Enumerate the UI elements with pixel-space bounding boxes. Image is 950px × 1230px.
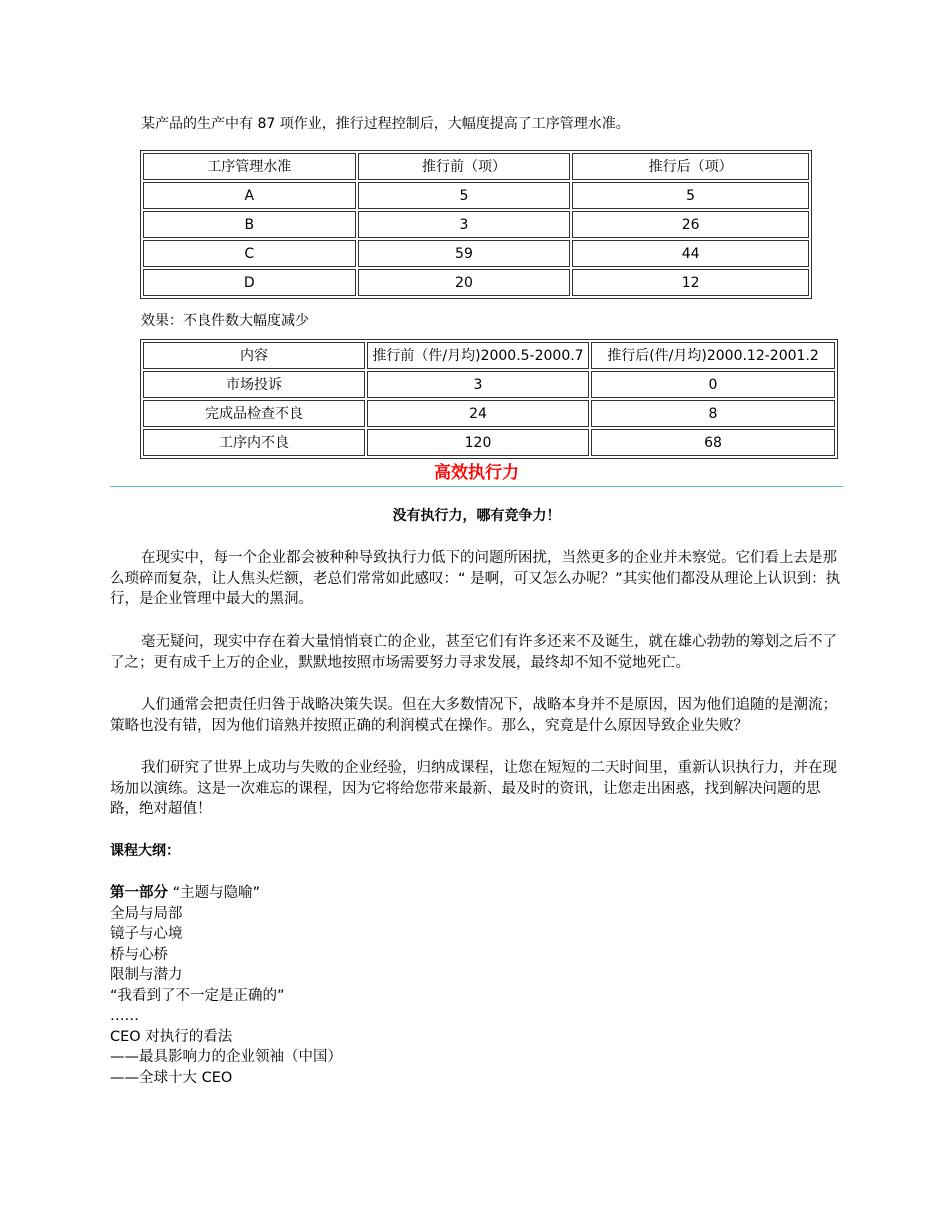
process-level-table xyxy=(140,150,812,299)
table-row xyxy=(143,400,835,427)
header-cell: 工序管理水准 xyxy=(143,153,356,180)
table-cell: 26 xyxy=(572,211,809,238)
table-row xyxy=(143,269,809,296)
paragraph: 我们研究了世界上成功与失败的企业经验，归纳成课程，让您在短短的二天时间里，重新认识执行力，并在现场加以演练。这是一次难忘的课程，因为它将给您带来最新、最及时的资讯，让您走出困惑，找到解决问题的思路，绝对超值！ xyxy=(110,760,837,817)
table-cell: 120 xyxy=(367,429,589,456)
table-row xyxy=(143,211,809,238)
outline-title: 课程大纲： xyxy=(110,843,180,859)
table-cell: 24 xyxy=(367,400,589,427)
table-cell: C xyxy=(143,240,356,267)
table-cell: 5 xyxy=(572,182,809,209)
table-cell: 8 xyxy=(591,400,835,427)
section-title: 高效执行力 xyxy=(110,462,843,487)
table-cell: 44 xyxy=(572,240,809,267)
header-cell: 推行前（项） xyxy=(358,153,571,180)
paragraph: 毫无疑问，现实中存在着大量悄悄衰亡的企业，甚至它们有许多还来不及诞生，就在雄心勃勃的筹划之后不了了之；更有成千上万的企业，默默地按照市场需要努力寻求发展，最终却不知不觉地死亡。 xyxy=(110,634,837,671)
list-item: …… xyxy=(110,1008,139,1024)
table-header-row xyxy=(143,153,809,180)
header-cell: 内容 xyxy=(143,342,365,369)
header-cell: 推行后(件/月均)2000.12-2001.2 xyxy=(591,342,835,369)
part-label: 第一部分 xyxy=(110,885,168,901)
list-item: 全局与局部 xyxy=(110,905,183,922)
table-row xyxy=(143,371,835,398)
section-subtitle: 没有执行力，哪有竞争力！ xyxy=(392,508,561,524)
table-cell: 0 xyxy=(591,371,835,398)
list-item: 镜子与心境 xyxy=(110,926,183,942)
table-row xyxy=(143,182,809,209)
list-item: “我看到了不一定是正确的” xyxy=(110,987,285,1004)
list-item: ——最具影响力的企业领袖（中国） xyxy=(110,1049,342,1065)
table-cell: B xyxy=(143,211,356,238)
defect-table xyxy=(140,339,838,459)
paragraph: 人们通常会把责任归咎于战略决策失误。但在大多数情况下，战略本身并不是原因，因为他们追随的是潮流；策略也没有错，因为他们谙熟并按照正确的利润模式在操作。那么，究竟是什么原因导致企业失败？ xyxy=(110,697,837,734)
effect-text: 效果：不良件数大幅度减少 xyxy=(141,313,309,329)
table-cell: 市场投诉 xyxy=(143,371,365,398)
table-cell: D xyxy=(143,269,356,296)
table-cell: 3 xyxy=(367,371,589,398)
table-row xyxy=(143,240,809,267)
table-cell: 59 xyxy=(358,240,571,267)
table-header-row xyxy=(143,342,835,369)
table-cell: 5 xyxy=(358,182,571,209)
header-cell: 推行前（件/月均)2000.5-2000.7 xyxy=(367,342,589,369)
table-cell: 68 xyxy=(591,429,835,456)
list-item: ——全球十大 CEO xyxy=(110,1069,233,1086)
table-cell: 12 xyxy=(572,269,809,296)
intro-text: 某产品的生产中有 87 项作业，推行过程控制后，大幅度提高了工序管理水准。 xyxy=(141,116,630,132)
list-item: 限制与潜力 xyxy=(110,967,183,983)
list-item: CEO 对执行的看法 xyxy=(110,1028,233,1045)
table-cell: 完成品检查不良 xyxy=(143,400,365,427)
outline-list xyxy=(110,883,342,1088)
table-cell: 3 xyxy=(358,211,571,238)
table-row xyxy=(143,429,835,456)
paragraph: 在现实中，每一个企业都会被种种导致执行力低下的问题所困扰，当然更多的企业并未察觉。它们看上去是那么琐碎而复杂，让人焦头烂额，老总们常常如此感叹：“ 是啊，可又怎么办呢？”其实他们都没从理论上认识到：执行，是企业管理中最大的黑洞。 xyxy=(110,550,841,607)
table-cell: A xyxy=(143,182,356,209)
table-cell: 20 xyxy=(358,269,571,296)
part-title: “主题与隐喻” xyxy=(172,885,261,901)
table-cell: 工序内不良 xyxy=(143,429,365,456)
header-cell: 推行后（项） xyxy=(572,153,809,180)
outline-part-heading xyxy=(110,883,342,904)
list-item: 桥与心桥 xyxy=(110,946,168,963)
